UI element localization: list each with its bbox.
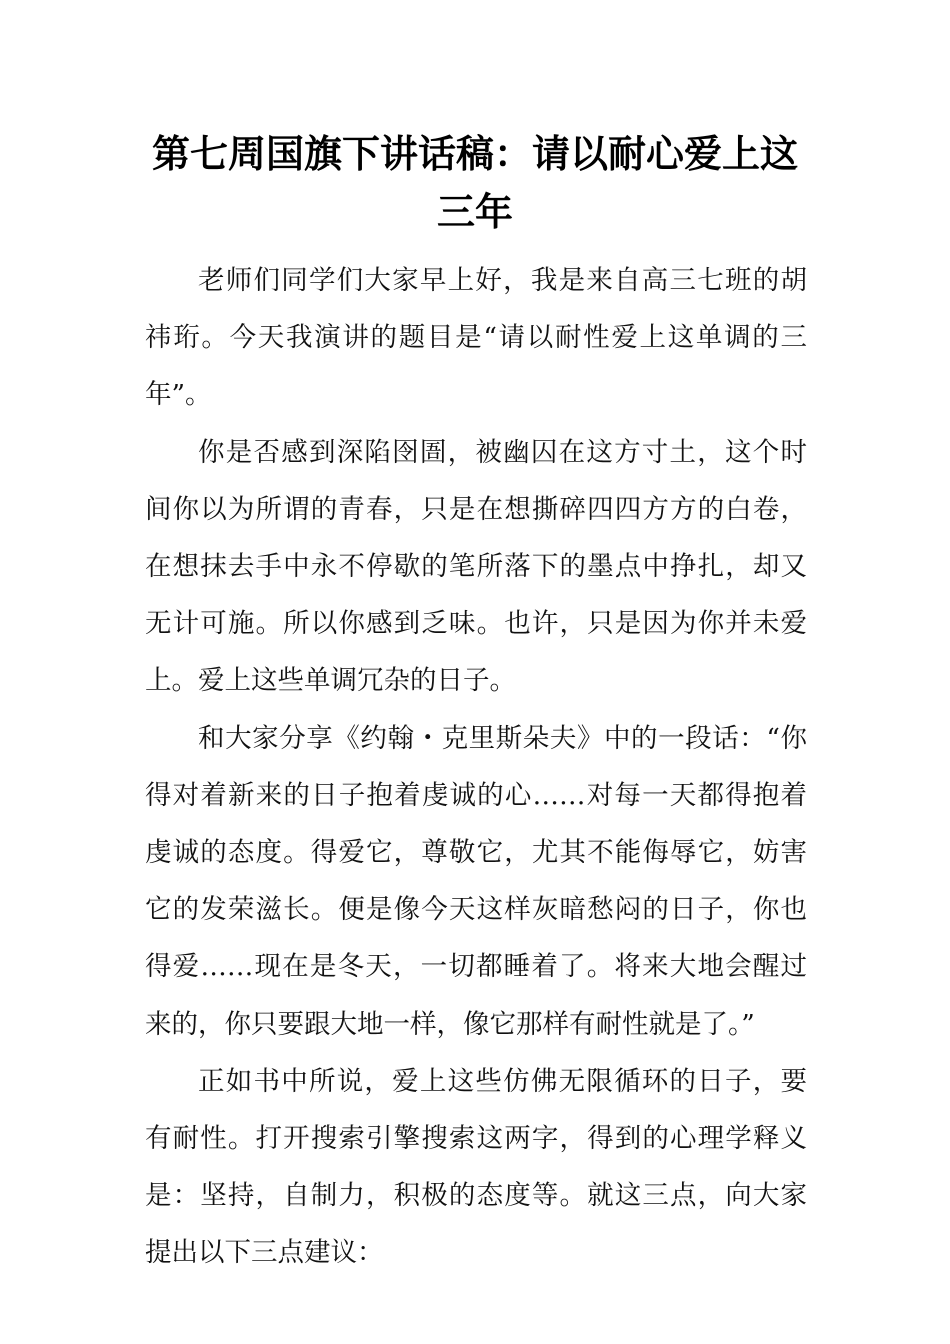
- paragraph-greeting: 老师们同学们大家早上好，我是来自高三七班的胡祎珩。今天我演讲的题目是“请以耐性爱上这单调的三年”。: [145, 265, 807, 411]
- paragraph-suggestions: 正如书中所说，爱上这些仿佛无限循环的日子，要有耐性。打开搜索引擎搜索这两字，得到的心理学释义是：坚持，自制力，积极的态度等。就这三点，向大家提出以下三点建议：: [145, 1065, 807, 1269]
- paragraph-question: 你是否感到深陷囹圄，被幽囚在这方寸土，这个时间你以为所谓的青春，只是在想撕碎四四方方的白卷，在想抹去手中永不停歇的笔所落下的墨点中挣扎，却又无计可施。所以你感到乏味。也许，只是因为你并未爱上。爱上这些单调冗杂的日子。: [145, 436, 807, 697]
- document-title: 第七周国旗下讲话稿：请以耐心爱上这三年: [151, 131, 798, 234]
- document-body: [145, 252, 807, 1282]
- paragraph-quote: 和大家分享《约翰・克里斯朵夫》中的一段话：“你得对着新来的日子抱着虔诚的心……对每一天都得抱着虔诚的态度。得爱它，尊敬它，尤其不能侮辱它，妨害它的发荣滋长。便是像今天这样灰暗愁闷的日子，你也得爱……现在是冬天，一切都睡着了。将来大地会醒过来的，你只要跟大地一样，像它那样有耐性就是了。”: [145, 722, 807, 1040]
